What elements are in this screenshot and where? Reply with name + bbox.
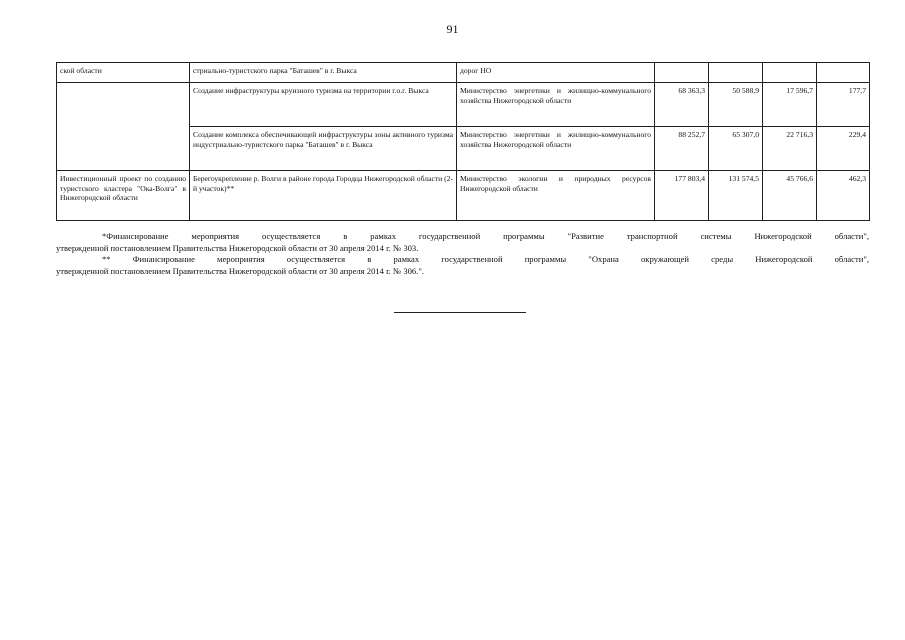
program-cell — [57, 127, 190, 171]
footnotes — [56, 231, 869, 277]
closing-rule — [394, 312, 526, 313]
value-cell-regional: 45 766,6 — [763, 171, 817, 221]
measure-cell: Создание комплекса обеспечивающей инфраструктуры зоны активного туризма индустриально-туристского парка "Баташев" в г. Выкса — [190, 127, 457, 171]
value-cell-local: 177,7 — [817, 83, 870, 127]
value-cell-total: 88 252,7 — [655, 127, 709, 171]
executor-cell: Министерство энергетики и жилищно-коммунального хозяйства Нижегородской области — [457, 127, 655, 171]
program-cell: ской области — [57, 63, 190, 83]
program-cell — [57, 83, 190, 127]
value-cell-regional: 17 596,7 — [763, 83, 817, 127]
measure-cell: стриально-туристского парка "Баташев" в г. Выкса — [190, 63, 457, 83]
value-cell-regional: 22 716,3 — [763, 127, 817, 171]
value-cell-total: 68 363,3 — [655, 83, 709, 127]
value-cell-total: 177 803,4 — [655, 171, 709, 221]
footnote-2-line-2: утвержденной постановлением Правительства Нижегородской области от 30 апреля 2014 г. № 306.". — [56, 265, 425, 276]
footnote-1-line-1: *Финансирование мероприятия осуществляется в рамках государственной программы "Развитие транспортной системы Нижегородской области", — [102, 231, 869, 241]
page-number: 91 — [446, 22, 459, 36]
program-cell: Инвестиционный проект по созданию туристского кластера "Ока-Волга" в Нижегородской области — [57, 171, 190, 221]
value-cell-local: 462,3 — [817, 171, 870, 221]
table-row — [57, 127, 870, 171]
footnote-2-line-1: ** Финансирование мероприятия осуществляется в рамках государственной программы "Охрана окружающей среды Нижегородской области", — [102, 254, 869, 265]
value-cell-federal: 65 307,0 — [709, 127, 763, 171]
value-cell-regional — [763, 63, 817, 83]
executor-cell: дорог НО — [457, 63, 655, 83]
executor-cell: Министерство экологии и природных ресурсов Нижегородской области — [457, 171, 655, 221]
footnote-1-line-2: утвержденной постановлением Правительства Нижегородской области от 30 апреля 2014 г. № 303. — [56, 242, 419, 253]
table-row — [57, 83, 870, 127]
value-cell-local: 229,4 — [817, 127, 870, 171]
value-cell-total — [655, 63, 709, 83]
value-cell-federal: 50 588,9 — [709, 83, 763, 127]
value-cell-federal: 131 574,5 — [709, 171, 763, 221]
table-row — [57, 63, 870, 83]
measure-cell: Берегоукрепление р. Волги в районе города Городца Нижегородской области (2-й участок)** — [190, 171, 457, 221]
budget-table — [56, 62, 870, 221]
measure-cell: Создание инфраструктуры круизного туризма на территории г.о.г. Выкса — [190, 83, 457, 127]
executor-cell: Министерство энергетики и жилищно-коммунального хозяйства Нижегородской области — [457, 83, 655, 127]
value-cell-local — [817, 63, 870, 83]
table-row — [57, 171, 870, 221]
value-cell-federal — [709, 63, 763, 83]
